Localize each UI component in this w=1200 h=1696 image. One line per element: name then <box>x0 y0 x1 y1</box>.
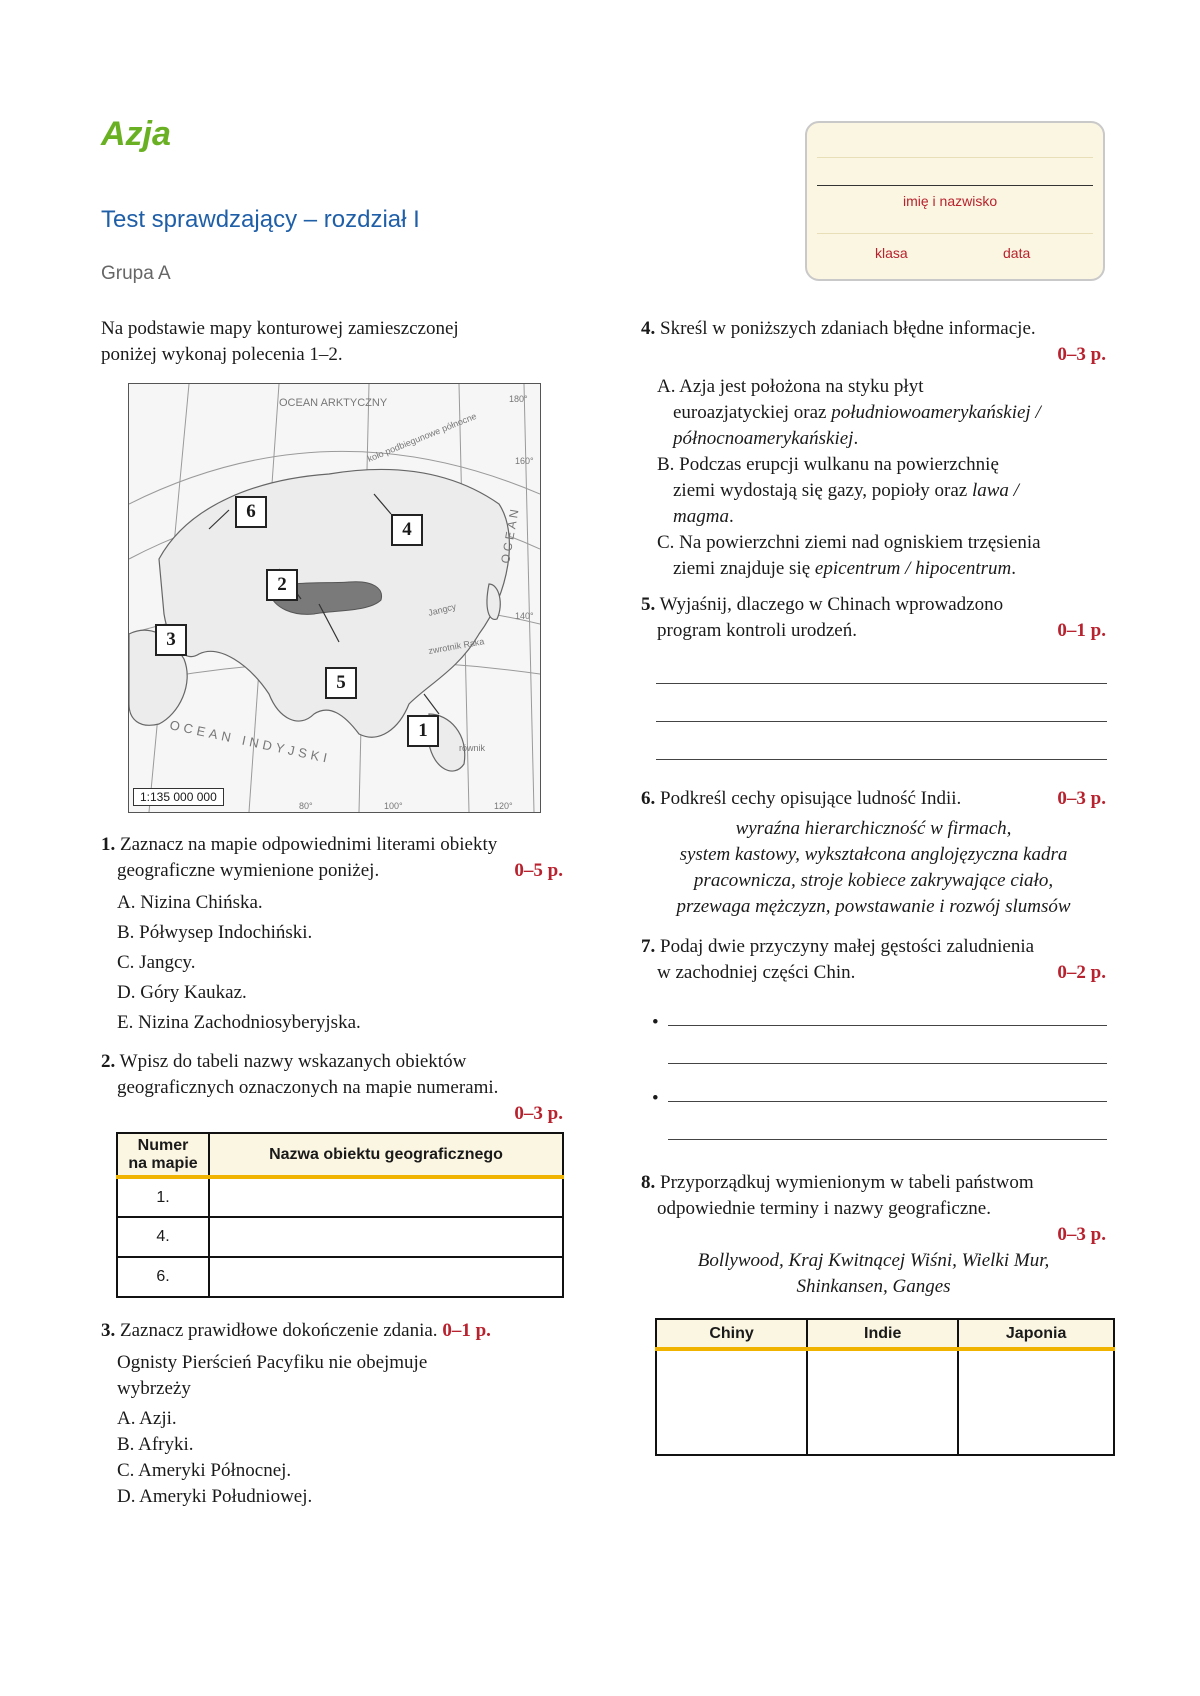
q7-answer-line-3[interactable] <box>668 1101 1107 1102</box>
q2-answer-cell[interactable] <box>209 1177 563 1217</box>
contour-map-asia <box>128 383 541 813</box>
intro-text: Na podstawie mapy konturowej zamieszczonej poniżej wykonaj polecenia 1–2. <box>101 318 459 365</box>
name-label: imię i nazwisko <box>903 193 998 209</box>
q5-answer-line-2[interactable] <box>656 721 1107 722</box>
q1-option-d: D. Góry Kaukaz. <box>117 982 247 1003</box>
class-label: klasa <box>875 245 908 261</box>
q4-points: 0–3 p. <box>1057 344 1106 365</box>
test-subtitle: Test sprawdzający – rozdział I <box>101 206 420 233</box>
map-marker-6: 4 <box>391 514 423 546</box>
q8-col-japonia: Japonia <box>958 1319 1114 1349</box>
q7-answer-line-1[interactable] <box>668 1025 1107 1026</box>
q1-option-a: A. Nizina Chińska. <box>117 892 263 913</box>
q5-answer-line-1[interactable] <box>656 683 1107 684</box>
name-line[interactable] <box>817 185 1093 186</box>
q3-option-d[interactable]: D. Ameryki Południowej. <box>117 1486 313 1507</box>
q6-terms-line-3: pracownicza, stroje kobiece zakrywające ciało, <box>693 870 1054 891</box>
q3-points: 0–1 p. <box>442 1320 491 1341</box>
deg-160-label: 160° <box>515 456 534 466</box>
q8-col-chiny: Chiny <box>656 1319 807 1349</box>
q8-terms-line-2: Shinkansen, Ganges <box>796 1276 951 1297</box>
bullet-1: • <box>652 1012 659 1033</box>
q2-row-number: 1. <box>117 1177 209 1217</box>
map-marker-4: 1 <box>407 715 439 747</box>
bullet-2: • <box>652 1088 659 1109</box>
q1-option-c: C. Jangcy. <box>117 952 196 973</box>
q2-col-number: Numer na mapie <box>117 1133 209 1177</box>
question-3: 3. Zaznacz prawidłowe dokończenie zdania. 0–1 p. Ognisty Pierścień Pacyfiku nie obejmuje wybrzeży A. Azji. B. Afryki. C. Ameryki Północnej. D. Ameryki Południowej. <box>101 1318 563 1510</box>
q6-terms-line-1: wyraźna hierarchiczność w firmach, <box>735 818 1012 839</box>
q8-answer-cell-japonia[interactable] <box>958 1349 1114 1455</box>
deg-100-label: 100° <box>384 801 403 811</box>
q2-col-name: Nazwa obiektu geograficznego <box>209 1133 563 1177</box>
q1-points: 0–5 p. <box>514 860 563 881</box>
q2-row-number: 4. <box>117 1217 209 1257</box>
question-8: 8. Przyporządkuj wymienionym w tabeli państwom odpowiednie terminy i nazwy geograficzne. 0–3 p. Bollywood, Kraj Kwitnącej Wiśni, Wielki Mur, Shinkansen, Ganges <box>641 1170 1106 1300</box>
q3-option-b[interactable]: B. Afryki. <box>117 1434 194 1455</box>
map-graphic <box>129 384 540 812</box>
date-label: data <box>1003 245 1031 261</box>
polar-circle-label: koło podbiegunowe północne <box>366 410 478 464</box>
question-7: 7. Podaj dwie przyczyny małej gęstości zaludnienia w zachodniej części Chin. 0–2 p. <box>641 934 1106 986</box>
deg-80-label: 80° <box>299 801 313 811</box>
map-marker-1: 2 <box>266 569 298 601</box>
question-2: 2. Wpisz do tabeli nazwy wskazanych obiektów geograficznych oznaczonych na mapie numerami. 0–3 p. <box>101 1051 563 1124</box>
q8-answer-cell-indie[interactable] <box>807 1349 958 1455</box>
q6-terms-line-4: przewaga mężczyzn, powstawanie i rozwój slumsów <box>676 896 1071 917</box>
page-title: Azja <box>101 115 171 153</box>
student-info-box <box>805 121 1105 281</box>
question-6: 6. Podkreśl cechy opisujące ludność Indii. 0–3 p. wyraźna hierarchiczność w firmach, system kastowy, wykształcona anglojęzyczna kadra pracownicza, stroje kobiece zakrywające ciało, przewaga mężczyzn, powstawanie i rozwój slumsów <box>641 786 1106 920</box>
q6-terms-line-2: system kastowy, wykształcona anglojęzyczna kadra <box>679 844 1068 865</box>
deg-140-label: 140° <box>515 611 534 621</box>
q3-option-c[interactable]: C. Ameryki Północnej. <box>117 1460 292 1481</box>
deg-180-label: 180° <box>509 394 528 404</box>
question-1: 1. Zaznacz na mapie odpowiednimi literami obiekty geograficzne wymienione poniżej. 0–5 p. A. Nizina Chińska. B. Półwysep Indochiński. C. Jangcy. D. Góry Kaukaz. E. Nizina Zachodniosyberyjska. <box>101 832 563 1038</box>
pacific-ocean-label: OCEAN <box>498 505 522 565</box>
q5-points: 0–1 p. <box>1057 620 1106 641</box>
equator-label: równik <box>459 743 486 753</box>
q7-answer-line-2[interactable] <box>668 1063 1107 1064</box>
deg-120-label: 120° <box>494 801 513 811</box>
q1-option-b: B. Półwysep Indochiński. <box>117 922 313 943</box>
arctic-ocean-label: OCEAN ARKTYCZNY <box>279 397 388 409</box>
indian-ocean-label: OCEAN INDYJSKI <box>168 717 333 767</box>
map-marker-3: 3 <box>155 624 187 656</box>
q2-points: 0–3 p. <box>514 1103 563 1124</box>
map-scale: 1:135 000 000 <box>133 788 224 806</box>
q2-row-number: 6. <box>117 1257 209 1297</box>
q5-answer-line-3[interactable] <box>656 759 1107 760</box>
map-marker-5: 5 <box>325 667 357 699</box>
question-5: 5. Wyjaśnij, dlaczego w Chinach wprowadzono program kontroli urodzeń. 0–1 p. <box>641 592 1106 644</box>
q2-table <box>116 1132 564 1298</box>
q8-table <box>655 1318 1115 1456</box>
q8-col-indie: Indie <box>807 1319 958 1349</box>
q8-answer-cell-chiny[interactable] <box>656 1349 807 1455</box>
q3-option-a[interactable]: A. Azji. <box>117 1408 177 1429</box>
q2-answer-cell[interactable] <box>209 1257 563 1297</box>
q2-answer-cell[interactable] <box>209 1217 563 1257</box>
q7-answer-line-4[interactable] <box>668 1139 1107 1140</box>
question-4: 4. Skreśl w poniższych zdaniach błędne informacje. 0–3 p. A. Azja jest położona na styku płyt euroazjatyckiej oraz południowoamerykańskiej / północnoamerykańskiej. B. Podczas erupcji wulkanu na powierzchnię ziemi wydostają się gazy, popioły oraz lawa / magma. C. Na powierzchni ziemi nad ogniskiem trzęsienia ziemi znajduje się epicentrum / hipocentrum. <box>641 318 1106 579</box>
q1-option-e: E. Nizina Zachodniosyberyjska. <box>117 1012 361 1033</box>
q7-points: 0–2 p. <box>1057 962 1106 983</box>
tropic-label: zwrotnik Raka <box>427 636 486 656</box>
group-label: Grupa A <box>101 263 171 284</box>
q6-points: 0–3 p. <box>1057 788 1106 809</box>
map-marker-2: 6 <box>235 496 267 528</box>
q8-points: 0–3 p. <box>1057 1224 1106 1245</box>
q8-terms-line-1: Bollywood, Kraj Kwitnącej Wiśni, Wielki Mur, <box>697 1250 1050 1271</box>
river-label: Jangcy <box>427 601 458 618</box>
